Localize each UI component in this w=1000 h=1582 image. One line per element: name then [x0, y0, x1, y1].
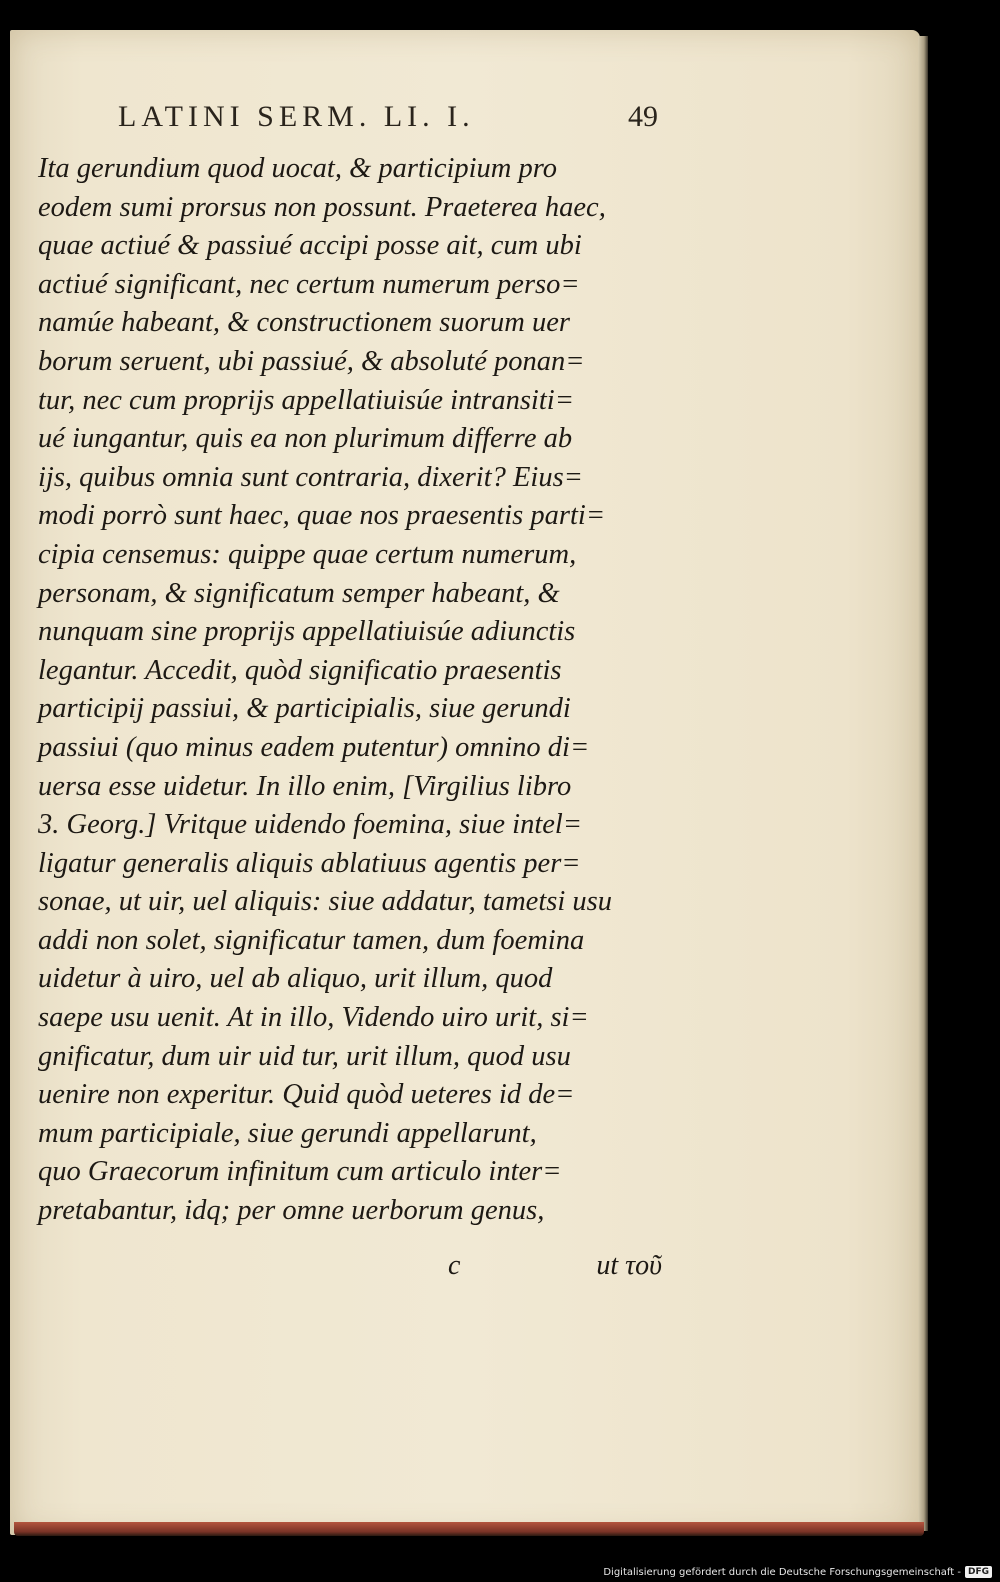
text-line: gnificatur, dum uir uid tur, urit illum, quod usu — [38, 1040, 571, 1072]
text-line: ué iungantur, quis ea non plurimum differre ab — [38, 423, 573, 455]
text-line: pretabantur, idq; per omne uerborum genus, — [38, 1195, 545, 1227]
text-line: tur, nec cum proprijs appellatiuisúe intransiti= — [38, 384, 574, 416]
text-line: cipia censemus: quippe quae certum numerum, — [38, 538, 577, 570]
text-line: actiué significant, nec certum numerum perso= — [38, 268, 580, 300]
text-line: sonae, ut uir, uel aliquis: siue addatur, tametsi usu — [38, 886, 612, 918]
body-text — [38, 150, 662, 1231]
text-line: personam, & significatum semper habeant, & — [38, 577, 560, 609]
text-line: namúe habeant, & constructionem suorum uer — [38, 307, 570, 339]
signature-mark: c — [448, 1250, 461, 1281]
page-edge-bottom — [14, 1522, 924, 1536]
text-line: saepe usu uenit. At in illo, Videndo uiro urit, si= — [38, 1002, 589, 1034]
text-line: borum seruent, ubi passiué, & absoluté ponan= — [38, 345, 585, 377]
text-line: addi non solet, significatur tamen, dum foemina — [38, 924, 585, 956]
text-line: uidetur à uiro, uel ab aliquo, urit illum, quod — [38, 963, 553, 995]
text-line: uersa esse uidetur. In illo enim, [Virgilius libro — [38, 770, 572, 802]
text-line: eodem sumi prorsus non possunt. Praeterea haec, — [38, 191, 606, 223]
page-footer — [38, 1250, 662, 1290]
page-number: 49 — [628, 100, 658, 133]
text-line: ligatur generalis aliquis ablatiuus agentis per= — [38, 847, 581, 879]
text-line: quae actiué & passiué accipi posse ait, cum ubi — [38, 230, 582, 262]
text-line: legantur. Accedit, quòd significatio praesentis — [38, 654, 562, 686]
running-head: LATINI SERM. LI. I. — [118, 100, 475, 133]
dfg-logo: DFG — [965, 1566, 992, 1578]
text-line: uenire non experitur. Quid quòd ueteres id de= — [38, 1079, 575, 1111]
page-edge-right — [918, 36, 928, 1531]
text-line: quo Graecorum infinitum cum articulo inter= — [38, 1156, 562, 1188]
text-line: ijs, quibus omnia sunt contraria, dixerit? Eius= — [38, 461, 583, 493]
digitization-credit — [603, 1566, 992, 1578]
catchword: ut τοῦ — [596, 1250, 662, 1281]
text-line: modi porrò sunt haec, quae nos praesentis parti= — [38, 500, 606, 532]
page-header — [118, 100, 658, 140]
credit-text: Digitalisierung gefördert durch die Deutsche Forschungsgemeinschaft - — [603, 1566, 961, 1578]
text-line: Ita gerundium quod uocat, & participium pro — [38, 153, 558, 184]
text-line: nunquam sine proprijs appellatiuisúe adiunctis — [38, 616, 576, 648]
text-line: passiui (quo minus eadem putentur) omnino di= — [38, 731, 590, 763]
text-line: 3. Georg.] Vritque uidendo foemina, siue intel= — [38, 809, 583, 841]
text-line: participij passiui, & participialis, siue gerundi — [38, 693, 571, 725]
text-line: mum participiale, siue gerundi appellarunt, — [38, 1117, 537, 1149]
